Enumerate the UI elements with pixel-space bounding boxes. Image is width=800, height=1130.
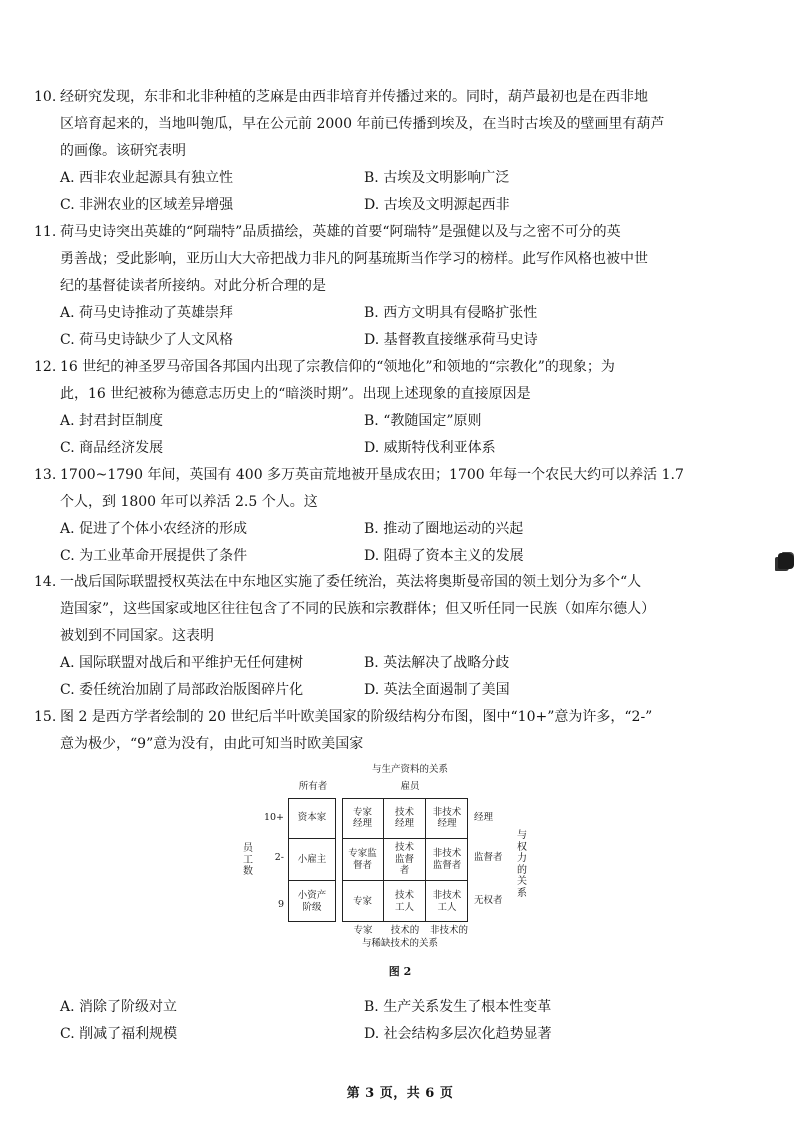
question-10 (34, 84, 774, 219)
question-13-options-ab (34, 516, 774, 543)
right-label-manager: 经理 (474, 812, 494, 823)
page-footer: 第 3 页，共 6 页 (346, 1086, 454, 1101)
employee-cell-skilled-supervisor: 技术监督者 (384, 839, 426, 881)
question-13-number: 13. (34, 467, 57, 483)
question-15-option-b[interactable]: B. 生产关系发生了根本性变革 (364, 999, 552, 1015)
question-14-option-d[interactable]: D. 英法全面遏制了美国 (364, 682, 510, 698)
question-14-option-a[interactable]: A. 国际联盟对战后和平维护无任何建树 (60, 655, 304, 671)
question-11-options-ab (34, 300, 774, 327)
employee-cell-expert-manager: 专家经理 (342, 798, 384, 839)
row-value-3: 9 (277, 899, 284, 910)
question-10-number: 10. (34, 89, 57, 105)
owner-cell-petty-bourgeoisie: 小资产阶级 (297, 890, 327, 913)
question-15-options (34, 994, 774, 1048)
question-12-option-a[interactable]: A. 封君封臣制度 (60, 413, 164, 429)
question-15 (34, 704, 774, 758)
question-10-line-1: 10. 经研究发现，东非和北非种植的芝麻是由西非培育并传播过来的。同时，葫芦最初也是在西非地 (34, 84, 774, 111)
question-12-line-1: 12. 16 世纪的神圣罗马帝国各邦国内出现了宗教信仰的“领地化”和领地的“宗教化”的现象；为 (34, 354, 774, 381)
employee-cell-expert-supervisor: 专家监督者 (342, 839, 384, 881)
question-10-line-2: 区培育起来的，当地叫匏瓜，早在公元前 2000 年前已传播到埃及，在当时古埃及的壁画里有葫芦 (60, 116, 665, 132)
question-12-options-ab (34, 408, 774, 435)
row-value-1: 10+ (263, 812, 284, 823)
figure-top-title: 与生产资料的关系 (371, 764, 448, 775)
employee-cell-unskilled-supervisor: 非技术监督者 (426, 839, 468, 881)
bottom-label-skilled: 技术的 (390, 925, 420, 936)
question-10-options-ab (34, 165, 774, 192)
right-label-supervisor: 监督者 (474, 852, 503, 863)
employee-cell-skilled-manager: 技术经理 (384, 798, 426, 839)
question-13 (34, 462, 774, 570)
question-12-option-d[interactable]: D. 威斯特伐利亚体系 (364, 440, 496, 456)
question-11-line-1: 11. 荷马史诗突出英雄的“阿瑞特”品质描绘，英雄的首要“阿瑞特”是强健以及与之密不可分的英 (34, 219, 774, 246)
question-11-options-cd (34, 327, 774, 354)
question-10-option-d[interactable]: D. 古埃及文明源起西非 (364, 197, 510, 213)
question-10-line-3: 的画像。该研究表明 (60, 143, 186, 159)
question-15-number: 15. (34, 709, 57, 725)
question-14-number: 14. (34, 574, 57, 590)
figure-left-axis-label: 员工数 (243, 843, 253, 877)
question-14-line-1: 14. 一战后国际联盟授权英法在中东地区实施了委任统治，英法将奥斯曼帝国的领土划分为多个“人 (34, 569, 774, 596)
owner-cell-small-employer: 小雇主 (288, 839, 336, 881)
question-12-option-c[interactable]: C. 商品经济发展 (60, 440, 164, 456)
question-15-options-cd (34, 1021, 774, 1048)
question-13-line-2: 个人，到 1800 年可以养活 2.5 个人。这 (60, 494, 318, 510)
question-14-option-b[interactable]: B. 英法解决了战略分歧 (364, 655, 510, 671)
question-15-line-2: 意为极少，“9”意为没有，由此可知当时欧美国家 (60, 736, 364, 752)
question-13-options-cd (34, 543, 774, 570)
employee-cell-skilled-worker: 技术工人 (384, 881, 426, 922)
question-15-line-1: 15. 图 2 是西方学者绘制的 20 世纪后半叶欧美国家的阶级结构分布图，图中“10+”意为许多，“2-” (34, 704, 774, 731)
employee-cell-unskilled-worker: 非技术工人 (432, 890, 462, 913)
scan-smudge-mark (778, 553, 794, 569)
question-14-options-ab (34, 650, 774, 677)
row-value-2: 2- (274, 852, 284, 863)
bottom-label-caption: 与稀缺技术的关系 (361, 938, 438, 949)
right-label-powerless: 无权者 (474, 895, 503, 906)
question-10-option-b[interactable]: B. 古埃及文明影响广泛 (364, 170, 510, 186)
question-11-option-c[interactable]: C. 荷马史诗缺少了人文风格 (60, 332, 234, 348)
figure-owners-label: 所有者 (298, 781, 328, 792)
question-14-line-2: 造国家”，这些国家或地区往往包含了不同的民族和宗教群体；但又听任同一民族（如库尔德人） (60, 601, 656, 617)
question-11-number: 11. (34, 224, 57, 240)
question-13-option-b[interactable]: B. 推动了圈地运动的兴起 (364, 521, 524, 537)
class-structure-figure (243, 764, 550, 995)
question-11-option-a[interactable]: A. 荷马史诗推动了英雄崇拜 (60, 305, 234, 321)
figure-employees-label: 雇员 (400, 781, 420, 792)
question-12-number: 12. (34, 359, 57, 375)
question-13-option-a[interactable]: A. 促进了个体小农经济的形成 (60, 521, 248, 537)
question-13-option-d[interactable]: D. 阻碍了资本主义的发展 (364, 548, 524, 564)
question-14-options-cd (34, 677, 774, 704)
figure-caption: 图 2 (388, 965, 412, 978)
question-15-option-d[interactable]: D. 社会结构多层次化趋势显著 (364, 1026, 552, 1042)
figure-right-axis-label: 与权力的关系 (517, 830, 527, 899)
owner-cell-capitalist: 资本家 (288, 798, 336, 839)
question-12-options-cd (34, 435, 774, 462)
question-10-option-c[interactable]: C. 非洲农业的区域差异增强 (60, 197, 234, 213)
question-12 (34, 354, 774, 462)
question-11-option-b[interactable]: B. 西方文明具有侵略扩张性 (364, 305, 538, 321)
employee-cell-unskilled-manager: 非技术经理 (426, 798, 468, 839)
question-11-option-d[interactable]: D. 基督教直接继承荷马史诗 (364, 332, 538, 348)
bottom-label-unskilled: 非技术的 (429, 925, 468, 936)
question-13-option-c[interactable]: C. 为工业革命开展提供了条件 (60, 548, 248, 564)
question-10-option-a[interactable]: A. 西非农业起源具有独立性 (60, 170, 234, 186)
question-14-option-c[interactable]: C. 委任统治加剧了局部政治版图碎片化 (60, 682, 304, 698)
question-15-options-ab (34, 994, 774, 1021)
question-12-option-b[interactable]: B. “教随国定”原则 (364, 413, 482, 429)
question-13-line-1: 13. 1700~1790 年间，英国有 400 多万英亩荒地被开垦成农田；1700 年每一个农民大约可以养活 1.7 (34, 462, 774, 489)
employee-cell-expert: 专家 (342, 881, 384, 922)
bottom-label-expert: 专家 (353, 925, 373, 936)
question-12-line-2: 此，16 世纪被称为德意志历史上的“暗淡时期”。出现上述现象的直接原因是 (60, 386, 531, 402)
question-10-options-cd (34, 192, 774, 219)
question-14-line-3: 被划到不同国家。这表明 (60, 628, 214, 644)
question-11-line-3: 纪的基督徒读者所接纳。对此分析合理的是 (60, 278, 326, 294)
question-11-line-2: 勇善战；受此影响，亚历山大大帝把战力非凡的阿基琉斯当作学习的榜样。此写作风格也被中世 (60, 251, 648, 267)
question-11 (34, 219, 774, 354)
question-15-option-c[interactable]: C. 削减了福利规模 (60, 1026, 178, 1042)
question-14 (34, 569, 774, 704)
question-15-option-a[interactable]: A. 消除了阶级对立 (60, 999, 178, 1015)
